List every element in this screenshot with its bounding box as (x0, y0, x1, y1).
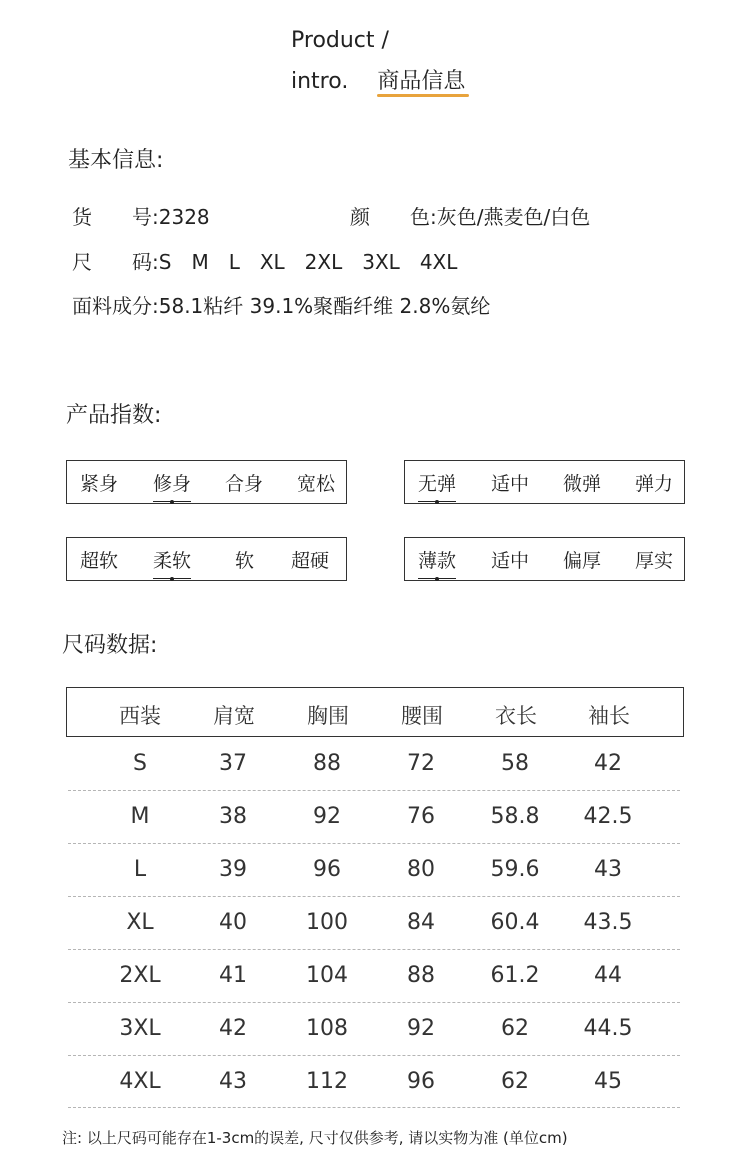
table-row (68, 791, 680, 844)
waist-cell: 92 (407, 1016, 435, 1041)
item-no-row (72, 201, 210, 230)
chest-cell: 92 (313, 804, 341, 829)
shoulder-cell: 40 (219, 910, 247, 935)
shoulder-cell: 39 (219, 857, 247, 882)
sleeve-cell: 45 (594, 1069, 622, 1094)
table-row (68, 738, 680, 791)
item-no-value: 2328 (158, 205, 210, 229)
thickness-option: 适中 (491, 550, 530, 572)
sleeve-cell: 42.5 (583, 804, 633, 829)
size-cell: XL (126, 910, 154, 935)
size-data-title: 尺码数据: (62, 633, 158, 658)
table-header-cell: 肩宽 (213, 704, 255, 728)
accent-underline (377, 94, 469, 97)
size-cell: M (130, 804, 150, 829)
item-no-label: 货 号: (72, 205, 159, 229)
color-row (350, 201, 590, 230)
table-header-cell: 胸围 (307, 704, 349, 728)
length-cell: 59.6 (490, 857, 540, 882)
length-cell: 62 (501, 1069, 529, 1094)
size-row (72, 246, 457, 275)
table-header-cell: 袖长 (588, 704, 630, 728)
stretch-option: 适中 (491, 473, 530, 495)
softness-option: 柔软 (153, 546, 191, 573)
fabric-row (72, 290, 490, 319)
sleeve-cell: 43 (594, 857, 622, 882)
length-cell: 61.2 (490, 963, 540, 988)
chest-cell: 104 (306, 963, 348, 988)
length-cell: 58 (501, 751, 529, 776)
table-header-cell: 衣长 (495, 704, 537, 728)
waist-cell: 76 (407, 804, 435, 829)
table-row (68, 950, 680, 1003)
row-divider (68, 1107, 680, 1108)
length-cell: 62 (501, 1016, 529, 1041)
table-row (68, 1056, 680, 1109)
fit-option: 合身 (225, 473, 264, 495)
shoulder-cell: 42 (219, 1016, 247, 1041)
length-cell: 58.8 (490, 804, 540, 829)
table-row (68, 844, 680, 897)
waist-cell: 84 (407, 910, 435, 935)
chest-cell: 112 (306, 1069, 348, 1094)
chest-cell: 100 (306, 910, 348, 935)
thickness-option: 偏厚 (563, 550, 602, 572)
softness-option: 超硬 (291, 550, 330, 572)
thickness-option: 薄款 (418, 546, 456, 573)
chest-cell: 88 (313, 751, 341, 776)
size-note: 注: 以上尺码可能存在1-3cm的误差, 尺寸仅供参考, 请以实物为准 (单位cm) (62, 1129, 568, 1147)
stretch-option: 无弹 (418, 469, 456, 496)
size-cell: 4XL (119, 1069, 161, 1094)
softness-option: 软 (235, 550, 255, 572)
table-row (68, 1003, 680, 1056)
softness-option: 超软 (80, 550, 119, 572)
stretch-option: 弹力 (635, 473, 674, 495)
waist-cell: 80 (407, 857, 435, 882)
product-index-title: 产品指数: (66, 403, 162, 428)
size-table-header (66, 687, 684, 737)
header-title-cn (377, 69, 465, 94)
size-cell: 3XL (119, 1016, 161, 1041)
chest-cell: 96 (313, 857, 341, 882)
waist-cell: 96 (407, 1069, 435, 1094)
size-cell: L (133, 857, 147, 882)
fit-option: 宽松 (297, 473, 336, 495)
chest-cell: 108 (306, 1016, 348, 1041)
shoulder-cell: 38 (219, 804, 247, 829)
waist-cell: 88 (407, 963, 435, 988)
table-header-cell: 西装 (119, 704, 161, 728)
color-value: 灰色/燕麦色/白色 (436, 205, 591, 229)
size-cell: 2XL (119, 963, 161, 988)
shoulder-cell: 43 (219, 1069, 247, 1094)
waist-cell: 72 (407, 751, 435, 776)
stretch-index-box (404, 460, 685, 504)
fit-option: 紧身 (80, 473, 119, 495)
header-title-en: Product / (291, 28, 389, 53)
sleeve-cell: 42 (594, 751, 622, 776)
fabric-label: 面料成分: (72, 294, 159, 318)
fabric-value: 58.1粘纤 39.1%聚酯纤维 2.8%氨纶 (158, 294, 491, 318)
thickness-index-box (404, 537, 685, 581)
shoulder-cell: 37 (219, 751, 247, 776)
color-label: 颜 色: (350, 205, 437, 229)
header-intro: intro. (291, 69, 349, 94)
fit-index-box (66, 460, 347, 504)
fit-option: 修身 (153, 469, 191, 496)
sleeve-cell: 44.5 (583, 1016, 633, 1041)
shoulder-cell: 41 (219, 963, 247, 988)
table-row (68, 897, 680, 950)
softness-index-box (66, 537, 347, 581)
length-cell: 60.4 (490, 910, 540, 935)
basic-info-title: 基本信息: (68, 148, 164, 173)
stretch-option: 微弹 (563, 473, 602, 495)
sleeve-cell: 43.5 (583, 910, 633, 935)
size-values: S M L XL 2XL 3XL 4XL (158, 250, 458, 274)
header-title-cn-text: 商品信息 (377, 69, 466, 94)
sleeve-cell: 44 (594, 963, 622, 988)
size-cell: S (133, 751, 147, 776)
table-header-cell: 腰围 (401, 704, 443, 728)
size-label: 尺 码: (72, 250, 159, 274)
thickness-option: 厚实 (635, 550, 674, 572)
header-subtitle (291, 64, 465, 95)
